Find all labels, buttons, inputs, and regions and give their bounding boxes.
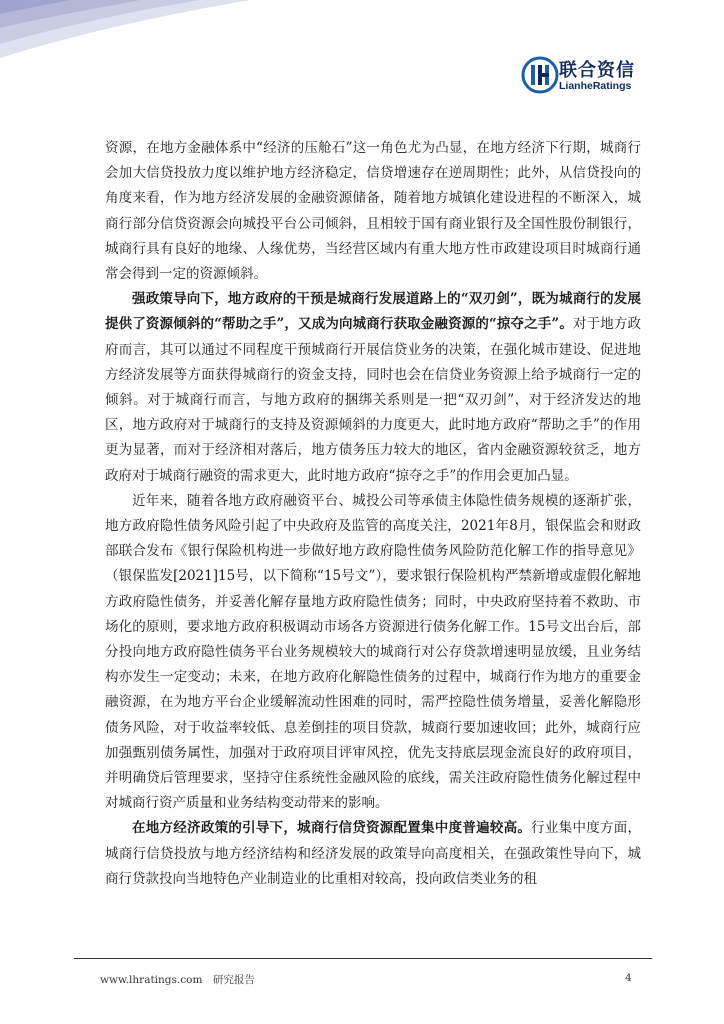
- footer-divider: [74, 958, 652, 959]
- paragraph-4-text: 行业集中度方面，城商行信贷投放与地方经济结构和经济发展的政策导向高度相关，在强政策性导向下，城商行贷款投向当地特色产业制造业的比重相对较高，投向政信类业务的租: [105, 820, 642, 887]
- logo-text-en: LianheRatings: [559, 80, 632, 92]
- paragraph-1: 资源，在地方金融体系中“经济的压舱石”这一角色尤为凸显，在地方经济下行期，城商行会加大信贷投放力度以维护地方经济稳定，信贷增速存在逆周期性；此外，从信贷投向的角度来看，作为地方经济发展的金融资源储备，随着地方城镇化建设进程的不断深入，城商行部分信贷资源会向城投平台公司倾斜，且相较于国有商业银行及全国性股份制银行，城商行具有良好的地缘、人缘优势，当经营区域内有重大地方性市政建设项目时城商行通常会得到一定的资源倾斜。: [105, 140, 641, 283]
- footer-site-label: www.lhratings.com 研究报告: [100, 974, 255, 986]
- paragraph-4-bold: 在地方经济政策的引导下，城商行信贷资源配置集中度普遍较高。: [132, 820, 532, 837]
- paragraph-4: [105, 816, 641, 892]
- lianhe-logo-icon: [520, 55, 560, 95]
- paragraph-3: 近年来，随着各地方政府融资平台、城投公司等承债主体隐性债务规模的逐渐扩张，地方政府隐性债务风险引起了中央政府及监管的高度关注，2021年8月，银保监会和财政部联合发布《银行保险机构进一步做好地方政府隐性债务风险防范化解工作的指导意见》（银保监发[2021]15号，以下简称“15号文”），要求银行保险机构严禁新增或虚假化解地方政府隐性债务，并妥善化解存量地方政府隐性债务；同时，中央政府坚持着不救助、市场化的原则，要求地方政府积极调动市场各方资源进行债务化解工作。15号文出台后，部分投向地方政府隐性债务平台业务规模较大的城商行对公存贷款增速明显放缓，且业务结构亦发生一定变动；未来，在地方政府化解隐性债务的过程中，城商行作为地方的重要金融资源，在为地方平台企业缓解流动性困难的同时，需严控隐性债务增量，妥善化解隐形债务风险，对于收益率较低、息差倒挂的项目贷款，城商行要加速收回；此外，城商行应加强甄别债务属性，加强对于政府项目评审风控，优先支持底层现金流良好的政府项目，并明确贷后管理要求，坚持守住系统性金融风险的底线，需关注政府隐性债务化解过程中对城商行资产质量和业务结构变动带来的影响。: [105, 492, 641, 812]
- paragraph-2-text: 对于地方政府而言，其可以通过不同程度干预城商行开展信贷业务的决策，在强化城市建设、促进地方经济发展等方面获得城商行的资金支持，同时也会在信贷业务资源上给予城商行一定的倾斜。对于城商行而言，与地方政府的捆绑关系则是一把“双刃剑”，对于经济发达的地区，地方政府对于城商行的支持及资源倾斜的力度更大，此时地方政府“帮助之手”的作用更为显著，而对于经济相对落后，地方债务压力较大的地区，省内金融资源较贫乏，地方政府对于城商行融资的需求更大，此时地方政府“掠夺之手”的作用会更加凸显。: [105, 316, 641, 484]
- page-number: 4: [625, 972, 632, 984]
- document-body: [105, 136, 641, 892]
- paragraph-2-bold: 强政策导向下，地方政府的干预是城商行发展道路上的“双刃剑”，既为城商行的发展提供了资源倾斜的“帮助之手”，又成为向城商行获取金融资源的“掠夺之手”。: [105, 291, 641, 333]
- logo-text-cn: 联合资信: [559, 60, 635, 81]
- header-decoration: [0, 0, 724, 60]
- paragraph-2: [105, 287, 641, 489]
